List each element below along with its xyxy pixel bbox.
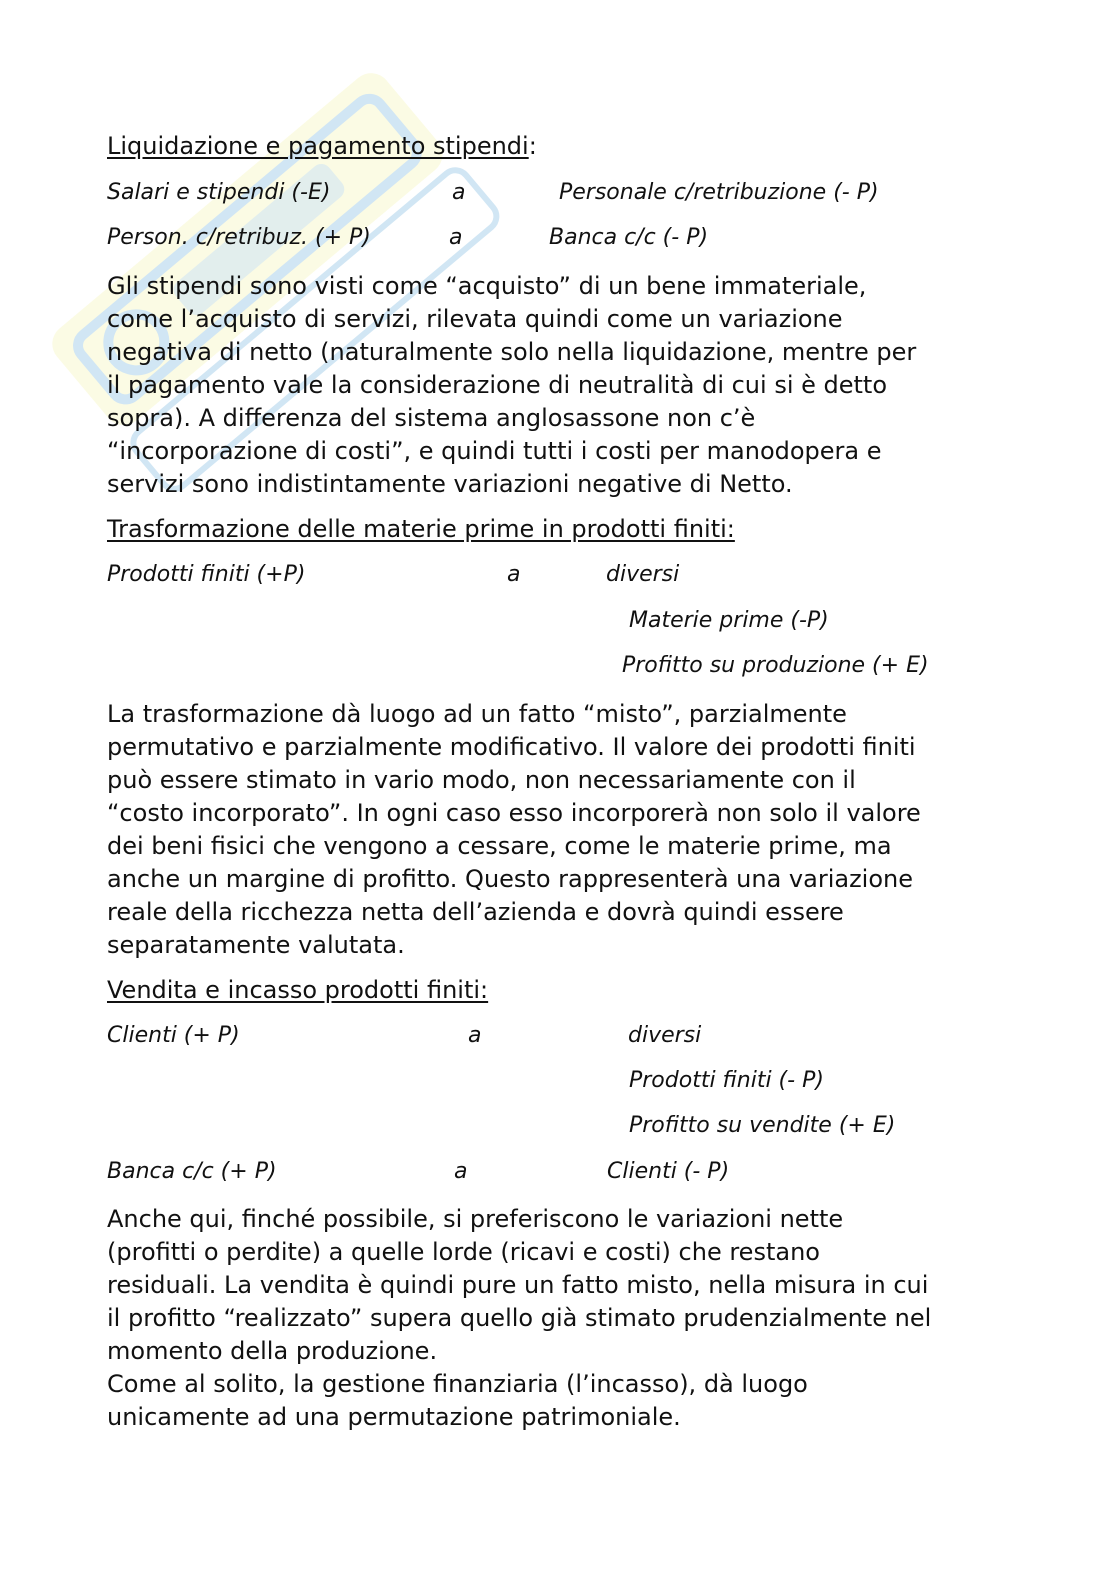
- section-heading: Liquidazione e pagamento stipendi:: [107, 132, 537, 160]
- entry-a: a: [452, 180, 466, 205]
- entry-credit: diversi: [628, 1023, 702, 1048]
- paragraph: La trasformazione dà luogo ad un fatto “misto”, parzialmente permutativo e parzialmente modificativo. Il valore dei prodotti finiti può essere stimato in vario modo, non necessariamente con il “costo incorporato”. In ogni caso esso incorporerà non solo il valore dei beni fisici che vengono a cessare, come le materie prime, ma anche un margine di profitto. Questo rappresenterà una variazione reale della ricchezza netta dell’azienda e dovrà quindi essere separatamente valutata.: [107, 700, 921, 959]
- entry-credit: Personale c/retribuzione (- P): [559, 180, 879, 205]
- entry-a: a: [468, 1023, 482, 1048]
- entry-debit: Salari e stipendi (-E): [107, 180, 331, 205]
- paragraph: Gli stipendi sono visti come “acquisto” di un bene immateriale, come l’acquisto di servizi, rilevata quindi come un variazione negativa di netto (naturalmente solo nella liquidazione, mentre per il pagamento vale la considerazione di neutralità di cui si è detto sopra). A differenza del sistema anglosassone non c’è “incorporazione di costi”, e quindi tutti i costi per manodopera e servizi sono indistintamente variazioni negative di Netto.: [107, 272, 917, 498]
- entry-debit: Clienti (+ P): [107, 1023, 240, 1048]
- section-heading: Vendita e incasso prodotti finiti:: [107, 976, 489, 1004]
- entry-debit: Banca c/c (+ P): [107, 1159, 277, 1184]
- entry-credit: diversi: [606, 562, 680, 587]
- entry-debit: Prodotti finiti (+P): [107, 562, 306, 587]
- paragraph: Anche qui, finché possibile, si preferiscono le variazioni nette (profitti o perdite) a quelle lorde (ricavi e costi) che restano residuali. La vendita è quindi pure un fatto misto, nella misura in cui il profitto “realizzato” supera quello già stimato prudenzialmente nel momento della produzione. Come al solito, la gestione finanziaria (l’incasso), dà luogo unicamente ad una permutazione patrimoniale.: [107, 1205, 932, 1431]
- entry-debit: Person. c/retribuz. (+ P): [107, 225, 371, 250]
- entry-sub-credit: Profitto su vendite (+ E): [629, 1113, 896, 1138]
- entry-credit: Banca c/c (- P): [549, 225, 709, 250]
- entry-credit: Clienti (- P): [607, 1159, 730, 1184]
- entry-a: a: [449, 225, 463, 250]
- section-heading: Trasformazione delle materie prime in prodotti finiti:: [107, 515, 735, 543]
- entry-a: a: [507, 562, 521, 587]
- entry-sub-credit: Materie prime (-P): [629, 608, 829, 633]
- entry-sub-credit: Prodotti finiti (- P): [629, 1068, 824, 1093]
- entry-sub-credit: Profitto su produzione (+ E): [622, 653, 929, 678]
- entry-a: a: [454, 1159, 468, 1184]
